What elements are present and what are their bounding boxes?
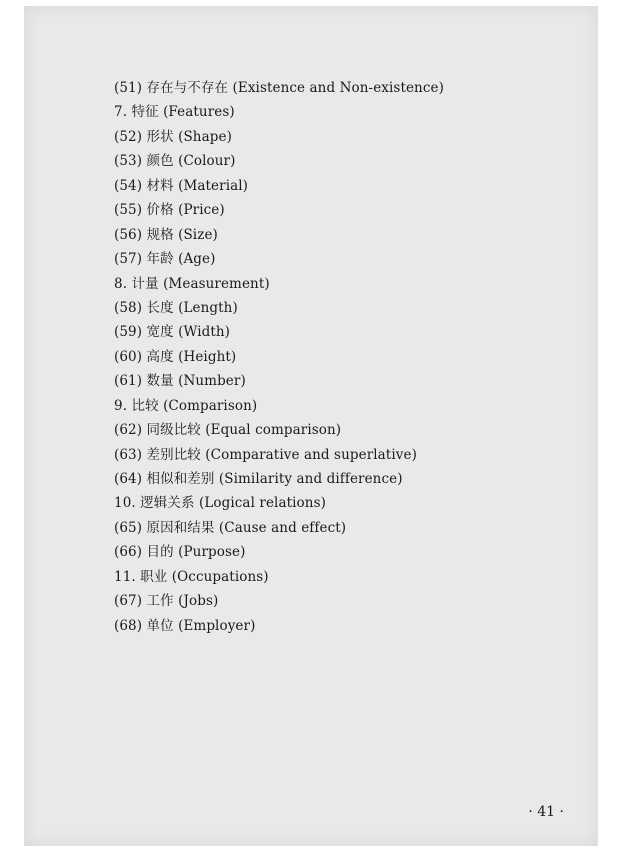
page-number: · 41 ·	[528, 804, 564, 820]
list-item: (51) 存在与不存在 (Existence and Non-existence)	[114, 80, 444, 96]
list-item: (56) 规格 (Size)	[114, 226, 218, 243]
list-item: (52) 形状 (Shape)	[114, 128, 232, 145]
list-item: (59) 宽度 (Width)	[114, 324, 231, 341]
list-item: (65) 原因和结果 (Cause and effect)	[114, 519, 347, 536]
list-item: (64) 相似和差别 (Similarity and difference)	[114, 471, 403, 487]
list-item: (58) 长度 (Length)	[114, 299, 238, 316]
list-item: (60) 高度 (Height)	[114, 348, 237, 365]
list-item: (57) 年龄 (Age)	[114, 251, 216, 268]
list-item: (68) 单位 (Employer)	[114, 617, 256, 634]
list-item: (61) 数量 (Number)	[114, 373, 246, 390]
list-item: (67) 工作 (Jobs)	[114, 593, 219, 610]
list-item: (55) 价格 (Price)	[114, 202, 225, 219]
topic-list	[114, 76, 444, 638]
list-item: (62) 同级比较 (Equal comparison)	[114, 422, 342, 439]
section-heading: 8. 计量 (Measurement)	[114, 275, 270, 292]
section-heading: 11. 职业 (Occupations)	[114, 568, 269, 585]
section-heading: 9. 比较 (Comparison)	[114, 397, 258, 414]
list-item: (63) 差别比较 (Comparative and superlative)	[114, 446, 417, 463]
document-page	[24, 6, 598, 846]
section-heading: 10. 逻辑关系 (Logical relations)	[114, 495, 326, 512]
list-item: (54) 材料 (Material)	[114, 177, 249, 194]
list-item: (66) 目的 (Purpose)	[114, 544, 246, 561]
list-item: (53) 颜色 (Colour)	[114, 153, 236, 170]
section-heading: 7. 特征 (Features)	[114, 104, 235, 121]
